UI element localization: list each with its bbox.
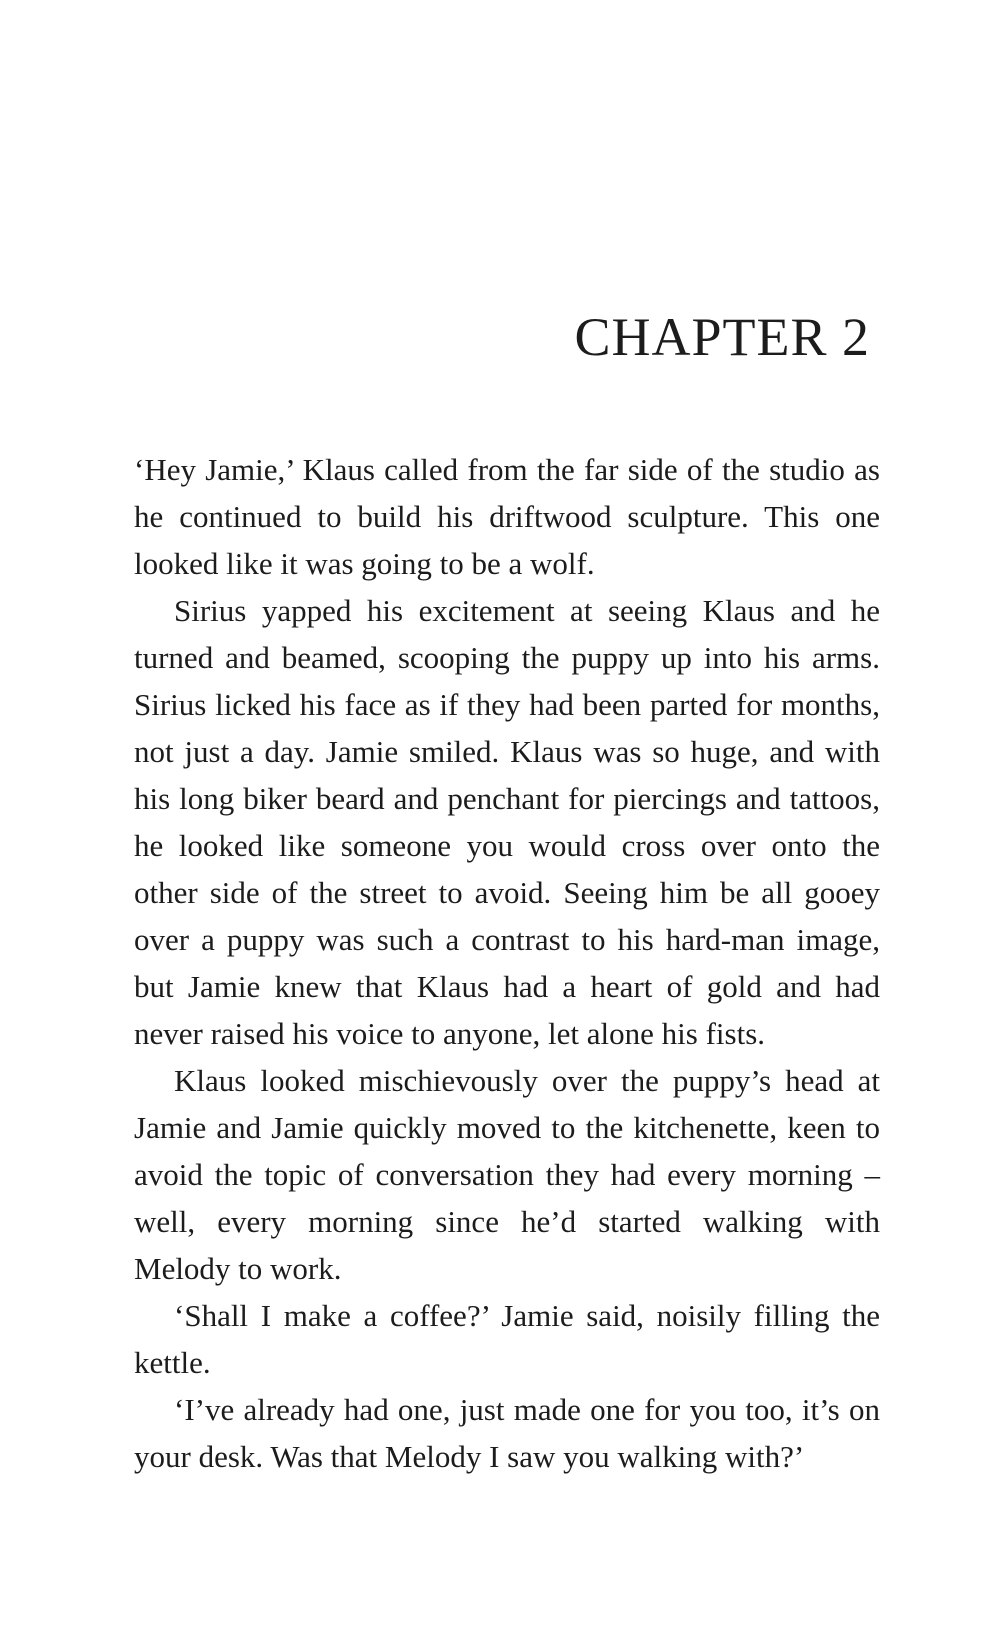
chapter-title: CHAPTER 2 <box>574 307 870 367</box>
paragraph-1: ‘Hey Jamie,’ Klaus called from the far side of the studio as he continued to build his driftwood sculpture. This one looked like it was going to be a wolf. <box>134 452 880 581</box>
paragraph-3: Klaus looked mischievously over the puppy’s head at Jamie and Jamie quickly moved to the kitchenette, keen to avoid the topic of conversation they had every morning – well, every morning since he’d started walking with Melody to work. <box>134 1063 880 1286</box>
paragraph-5: ‘I’ve already had one, just made one for you too, it’s on your desk. Was that Melody I saw you walking with?’ <box>134 1392 880 1474</box>
body-text <box>134 446 880 1480</box>
paragraph-2: Sirius yapped his excitement at seeing Klaus and he turned and beamed, scooping the puppy up into his arms. Sirius licked his face as if they had been parted for months, not just a day. Jamie smiled. Klaus was so huge, and with his long biker beard and penchant for piercings and tattoos, he looked like someone you would cross over onto the other side of the street to avoid. Seeing him be all gooey over a puppy was such a contrast to his hard-man image, but Jamie knew that Klaus had a heart of gold and had never raised his voice to anyone, let alone his fists. <box>134 593 880 1051</box>
paragraph-4: ‘Shall I make a coffee?’ Jamie said, noisily filling the kettle. <box>134 1298 880 1380</box>
